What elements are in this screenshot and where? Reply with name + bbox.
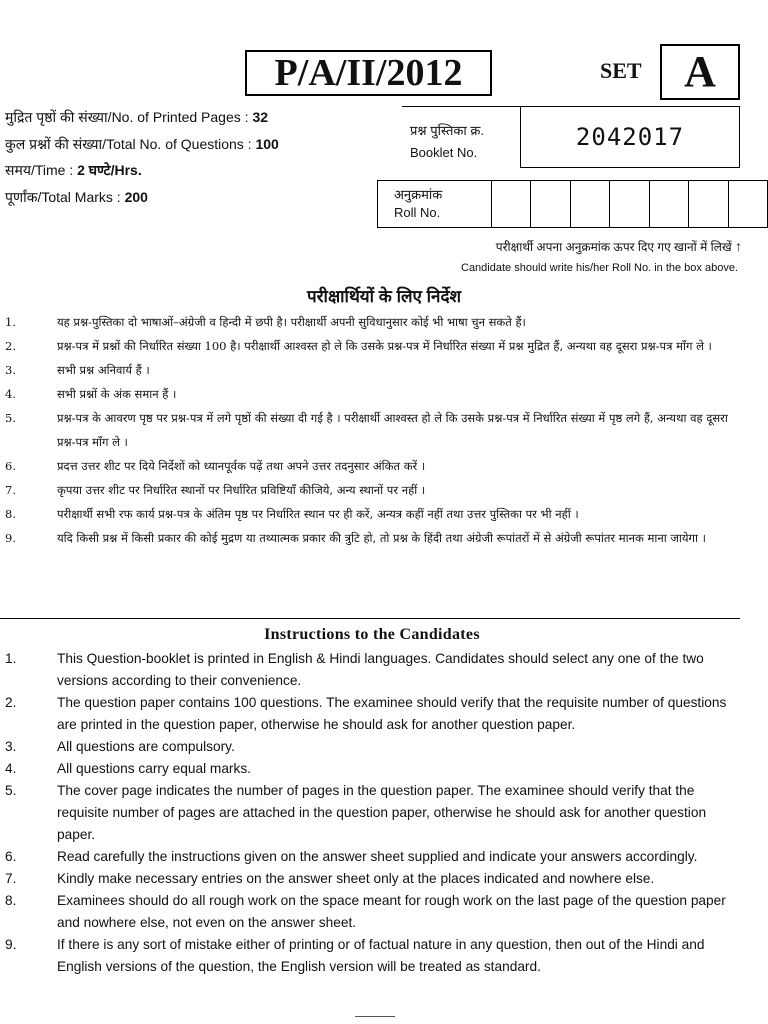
list-item: 1. This Question-booklet is printed in English & Hindi languages. Candidates should select any one of the two versions according to their convenience. [5, 651, 704, 688]
list-item: 6. Read carefully the instructions given on the answer sheet supplied and indicate your answers accordingly. [5, 849, 698, 864]
list-item: 4. सभी प्रश्नों के अंक समान हैं । [5, 387, 177, 401]
paper-code: P/A/II/2012 [245, 50, 492, 96]
roll-note-hi [496, 238, 742, 255]
booklet-label [410, 120, 484, 164]
roll-note-hi-text: परीक्षार्थी अपना अनुक्रमांक ऊपर दिए गए खानों में लिखें [495, 240, 732, 254]
total-questions-label: कुल प्रश्नों की संख्या/Total No. of Questions : [5, 136, 256, 152]
list-item: 2. The question paper contains 100 questions. The examinee should verify that the requisite number of questions are printed in the question paper, otherwise he should ask for another question paper. [5, 695, 727, 732]
list-item: 9. यदि किसी प्रश्न में किसी प्रकार की कोई मुद्रण या तथ्यात्मक प्रकार की त्रुटि हो, तो प्रश्न के हिंदी तथा अंग्रेजी रूपांतरों में से अंग्रेजी रूपांतर मानक माना जायेगा । [5, 531, 706, 545]
roll-digit-box[interactable] [689, 181, 728, 228]
list-item: 5. The cover page indicates the number of pages in the question paper. The examinee should verify that the requisite number of pages are attached in the question paper, otherwise he should ask for another question paper. [5, 783, 707, 842]
hindi-instructions-list [5, 310, 741, 550]
list-item: 3. All questions are compulsory. [5, 739, 235, 754]
roll-digit-box[interactable] [728, 181, 768, 228]
total-marks [5, 188, 148, 207]
english-instructions-list [5, 648, 741, 978]
roll-digit-box[interactable] [491, 181, 530, 228]
list-item: 5. प्रश्न-पत्र के आवरण पृष्ठ पर प्रश्न-पत्र में लगे पृष्ठों की संख्या दी गई है । परीक्षार्थी आश्वस्त हो ले कि उसके प्रश्न-पत्र में निर्धारित संख्या में पृष्ठ लगे हैं, अन्यथा वह दूसरा प्रश्न-पत्र माँग ले । [5, 411, 728, 449]
set-value: A [660, 44, 740, 100]
roll-digit-box[interactable] [610, 181, 649, 228]
list-item: 2. प्रश्न-पत्र में प्रश्नों की निर्धारित संख्या 100 है। परीक्षार्थी आश्वस्त हो ले कि उसके प्रश्न-पत्र में निर्धारित संख्या में प्रश्न मुद्रित हैं, अन्यथा वह दूसरा प्रश्न-पत्र माँग ले । [5, 339, 712, 353]
total-marks-label: पूर्णांक/Total Marks : [5, 189, 125, 205]
roll-label [378, 181, 492, 228]
list-item: 8. परीक्षार्थी सभी रफ कार्य प्रश्न-पत्र के अंतिम पृष्ठ पर निर्धारित स्थान पर ही करें, अन्यत्र कहीं नहीं तथा उत्तर पुस्तिका पर भी नहीं । [5, 507, 579, 521]
roll-label-en: Roll No. [394, 205, 441, 220]
printed-pages-value: 32 [252, 109, 269, 125]
total-questions-value: 100 [255, 136, 279, 152]
time-label: समय/Time : [5, 162, 78, 178]
set-label: SET [600, 58, 642, 83]
list-item: 3. सभी प्रश्न अनिवार्य हैं । [5, 363, 150, 377]
list-item: 7. कृपया उत्तर शीट पर निर्धारित स्थानों पर निर्धारित प्रविष्टियाँ कीजिये, अन्य स्थानों पर नहीं । [5, 483, 426, 497]
time [5, 161, 142, 180]
list-item: 6. प्रदत्त उत्तर शीट पर दिये निर्देशों को ध्यानपूर्वक पढ़ें तथा अपने उत्तर तदनुसार अंकित करें । [5, 459, 426, 473]
list-item: 1. यह प्रश्न-पुस्तिका दो भाषाओं–अंग्रेजी व हिन्दी में छपी है। परीक्षार्थी अपनी सुविधानुसार कोई भी भाषा चुन सकते हैं। [5, 315, 526, 329]
roll-digit-box[interactable] [531, 181, 570, 228]
list-item: 4. All questions carry equal marks. [5, 761, 251, 776]
total-questions [5, 135, 279, 154]
roll-digit-box[interactable] [570, 181, 609, 228]
printed-pages-label: मुद्रित पृष्ठों की संख्या/No. of Printed Pages : [5, 109, 253, 125]
time-value: 2 घण्टे/Hrs. [77, 162, 142, 178]
hindi-instructions-heading: परीक्षार्थियों के लिए निर्देश [306, 287, 462, 306]
booklet-number: 2042017 [520, 106, 740, 168]
list-item: 9. If there is any sort of mistake either of printing or of factual nature in any question, then out of the Hindi and English versions of the question, the English version will be treated as standard. [5, 937, 705, 974]
list-item: 7. Kindly make necessary entries on the answer sheet only at the places indicated and nowhere else. [5, 871, 655, 886]
roll-number-grid [377, 180, 768, 228]
up-arrow-icon: ↑ [735, 238, 742, 254]
footer-dash [355, 1016, 395, 1017]
printed-pages [5, 108, 268, 127]
booklet-label-hi: प्रश्न पुस्तिका क्र. [410, 123, 484, 138]
total-marks-value: 200 [124, 189, 148, 205]
english-instructions-heading: Instructions to the Candidates [264, 626, 480, 643]
list-item: 8. Examinees should do all rough work on the space meant for rough work on the last page of the question paper and nowhere else, not even on the answer sheet. [5, 893, 726, 930]
booklet-label-en: Booklet No. [410, 145, 478, 160]
roll-label-hi: अनुक्रमांक [394, 187, 443, 202]
roll-note-en: Candidate should write his/her Roll No. in the box above. [461, 262, 738, 274]
roll-digit-box[interactable] [649, 181, 688, 228]
section-divider [0, 618, 740, 619]
